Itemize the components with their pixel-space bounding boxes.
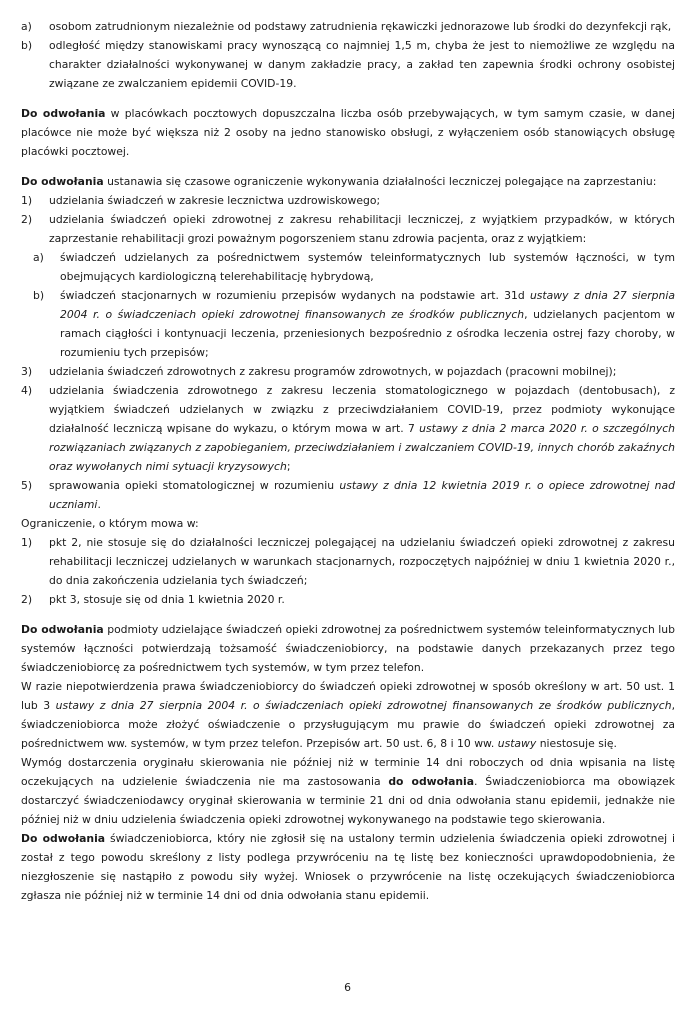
paragraph-text: W razie niepotwierdzenia prawa świadczeniobiorcy do świadczeń opieki zdrowotnej w sposób określony w art. 50 ust. 1 lub 3 — [21, 680, 675, 712]
list-item-text: sprawowania opieki stomatologicznej w rozumieniu — [49, 479, 340, 492]
medical-item-2 — [21, 210, 675, 248]
tele-paragraph-2 — [21, 677, 675, 753]
list-item-text: osobom zatrudnionym niezależnie od podstawy zatrudnienia rękawiczki jednorazowe lub środki do dezynfekcji rąk, — [49, 20, 672, 33]
paragraph-text: . Świadczeniobiorca ma obowiązek dostarczyć świadczeniodawcy oryginał skierowania w terminie 21 dni od dnia odwołania stanu epidemii, jednakże nie później niż w dniu udzielenia świadczenia opieki zdrowotnej wykonywanego na podstawie tego skierowania. — [21, 775, 675, 826]
paragraph-text: niestosuje się. — [536, 737, 617, 750]
medical-intro — [21, 172, 675, 191]
paragraph-text: Wymóg dostarczenia oryginału skierowania nie później niż w terminie 14 dni roboczych od dnia wpisania na listę oczekujących na udzielenie świadczenia nie ma zastosowania — [21, 756, 675, 788]
list-item-text: udzielania świadczeń w zakresie lecznictwa uzdrowiskowego; — [49, 194, 381, 207]
act-citation: ustawy z dnia 2 marca 2020 r. o szczególnych rozwiązaniach związanych z zapobieganiem, przeciwdziałaniem i zwalczaniem COVID-19, innych chorób zakaźnych oraz wywołanych nimi sytuacji kryzysowych — [49, 422, 675, 473]
restriction-item-2 — [21, 590, 675, 609]
act-citation: ustawy — [497, 737, 537, 750]
list-marker: 1) — [21, 536, 33, 549]
referral-paragraph — [21, 753, 675, 829]
paragraph-text: świadczeniobiorca, który nie zgłosił się na ustalony termin udzielenia świadczenia opieki zdrowotnej i został z tego powodu skreślony z listy podlega przywróceniu na tę listę bez konieczności uprawdopodobnienia, że niezgłoszenie się nastąpiło z powodu siły wyżej. Wniosek o przywrócenie na listę oczekujących świadczeniobiorca zgłasza nie później niż w terminie 14 dni od dnia odwołania stanu epidemii. — [21, 832, 675, 902]
list-item-text: pkt 2, nie stosuje się do działalności leczniczej polegającej na udzielaniu świadczeń opieki zdrowotnej z zakresu rehabilitacji leczniczej udzielanych w warunkach stacjonarnych, rozpoczętych najpóźniej w dniu 1 kwietnia 2020 r., do dnia zakończenia udzielania tych świadczeń; — [49, 536, 675, 587]
list-item-text: pkt 3, stosuje się od dnia 1 kwietnia 2020 r. — [49, 593, 285, 606]
list-item-text: udzielania świadczeń zdrowotnych z zakresu programów zdrowotnych, w pojazdach (pracowni mobilnej); — [49, 365, 617, 378]
list-marker: a) — [33, 251, 44, 264]
paragraph-text: podmioty udzielające świadczeń opieki zdrowotnej za pośrednictwem systemów teleinformatycznych lub systemów łączności potwierdzają tożsamość świadczeniobiorcy, na podstawie danych przekazanych przez tego świadczeniobiorcę za pośrednictwem tych systemów, w tym przez telefon. — [21, 623, 675, 674]
paragraph-text: w placówkach pocztowych dopuszczalna liczba osób przebywających, w tym samym czasie, w danej placówce nie może być większa niż 2 osoby na jedno stanowisko obsługi, z wyłączeniem osób stanowiących obsługę placówki pocztowej. — [21, 107, 675, 158]
paragraph-text: , świadczeniobiorca może złożyć oświadczenie o przysługującym mu prawie do świadczeń opieki zdrowotnej za pośrednictwem ww. systemów, w tym przez telefon. Przepisów art. 50 ust. 6, 8 i 10 ww. — [21, 699, 676, 750]
act-citation: ustawy z dnia 27 sierpnia 2004 r. o świadczeniach opieki zdrowotnej finansowanych ze środków publicznych — [55, 699, 672, 712]
list-marker: 2) — [21, 213, 33, 226]
restriction-intro: Ograniczenie, o którym mowa w: — [21, 517, 199, 530]
bold-lead: Do odwołania — [21, 175, 104, 188]
list-marker: b) — [21, 39, 33, 52]
bold-lead: Do odwołania — [21, 623, 104, 636]
list-marker: 1) — [21, 194, 33, 207]
bold-lead: Do odwołania — [21, 107, 106, 120]
list-marker: a) — [21, 20, 32, 33]
tele-paragraph — [21, 620, 675, 677]
medical-item-5 — [21, 476, 675, 514]
medical-item-4 — [21, 381, 675, 476]
list-item-b — [21, 36, 675, 93]
list-marker: 4) — [21, 384, 33, 397]
list-item-text: ; — [286, 460, 291, 473]
list-marker: 5) — [21, 479, 33, 492]
bold-phrase: do odwołania — [388, 775, 475, 788]
list-item-a — [21, 17, 675, 36]
act-citation: ustawy z dnia 27 sierpnia 2004 r. o świadczeniach opieki zdrowotnej finansowanych ze środków publicznych — [60, 289, 675, 321]
list-marker: b) — [33, 289, 45, 302]
list-item-text: odległość między stanowiskami pracy wynoszącą co najmniej 1,5 m, chyba że jest to niemożliwe ze względu na charakter działalności wykonywanej w danym zakładzie pracy, a zakład ten zapewnia środki ochrony osobistej związane ze zwalczaniem epidemii COVID-19. — [49, 39, 675, 90]
waitlist-paragraph — [21, 829, 675, 905]
list-item-text: świadczeń udzielanych za pośrednictwem systemów teleinformatycznych lub systemów łączności, w tym obejmujących kardiologiczną telerehabilitację hybrydową, — [60, 251, 675, 283]
postal-paragraph — [21, 104, 675, 161]
list-marker: 2) — [21, 593, 33, 606]
list-item-text: świadczeń stacjonarnych w rozumieniu przepisów wydanych na podstawie art. 31d — [60, 289, 530, 302]
list-marker: 3) — [21, 365, 33, 378]
page-number: 6 — [344, 981, 351, 994]
list-item-text: udzielania świadczenia zdrowotnego z zakresu leczenia stomatologicznego w pojazdach (dentobusach), z wyjątkiem świadczeń udzielanych w związku z przeciwdziałaniem COVID-19, przez podmioty wykonujące działalność leczniczą wpisane do wykazu, o którym mowa w art. 7 — [49, 384, 675, 435]
list-item-text: , udzielanych pacjentom w ramach ciągłości i kontynuacji leczenia, przeniesionych bezpośrednio z ośrodka leczenia ostrej fazy choroby, w rozumieniu tych przepisów; — [60, 308, 675, 359]
list-item-text: . — [97, 498, 101, 511]
paragraph-text: ustanawia się czasowe ograniczenie wykonywania działalności leczniczej polegające na zaprzestaniu: — [103, 175, 657, 188]
restriction-item-1 — [21, 533, 675, 590]
medical-subitem-a — [21, 248, 675, 286]
bold-lead: Do odwołania — [21, 832, 106, 845]
list-item-text: udzielania świadczeń opieki zdrowotnej z zakresu rehabilitacji leczniczej, z wyjątkiem przypadków, w których zaprzestanie rehabilitacji grozi poważnym pogorszeniem stanu zdrowia pacjenta, oraz z wyjątkiem: — [49, 213, 675, 245]
medical-subitem-b — [21, 286, 675, 362]
act-citation: ustawy z dnia 12 kwietnia 2019 r. o opiece zdrowotnej nad uczniami — [49, 479, 675, 511]
medical-item-1 — [21, 191, 675, 210]
medical-item-3 — [21, 362, 675, 381]
